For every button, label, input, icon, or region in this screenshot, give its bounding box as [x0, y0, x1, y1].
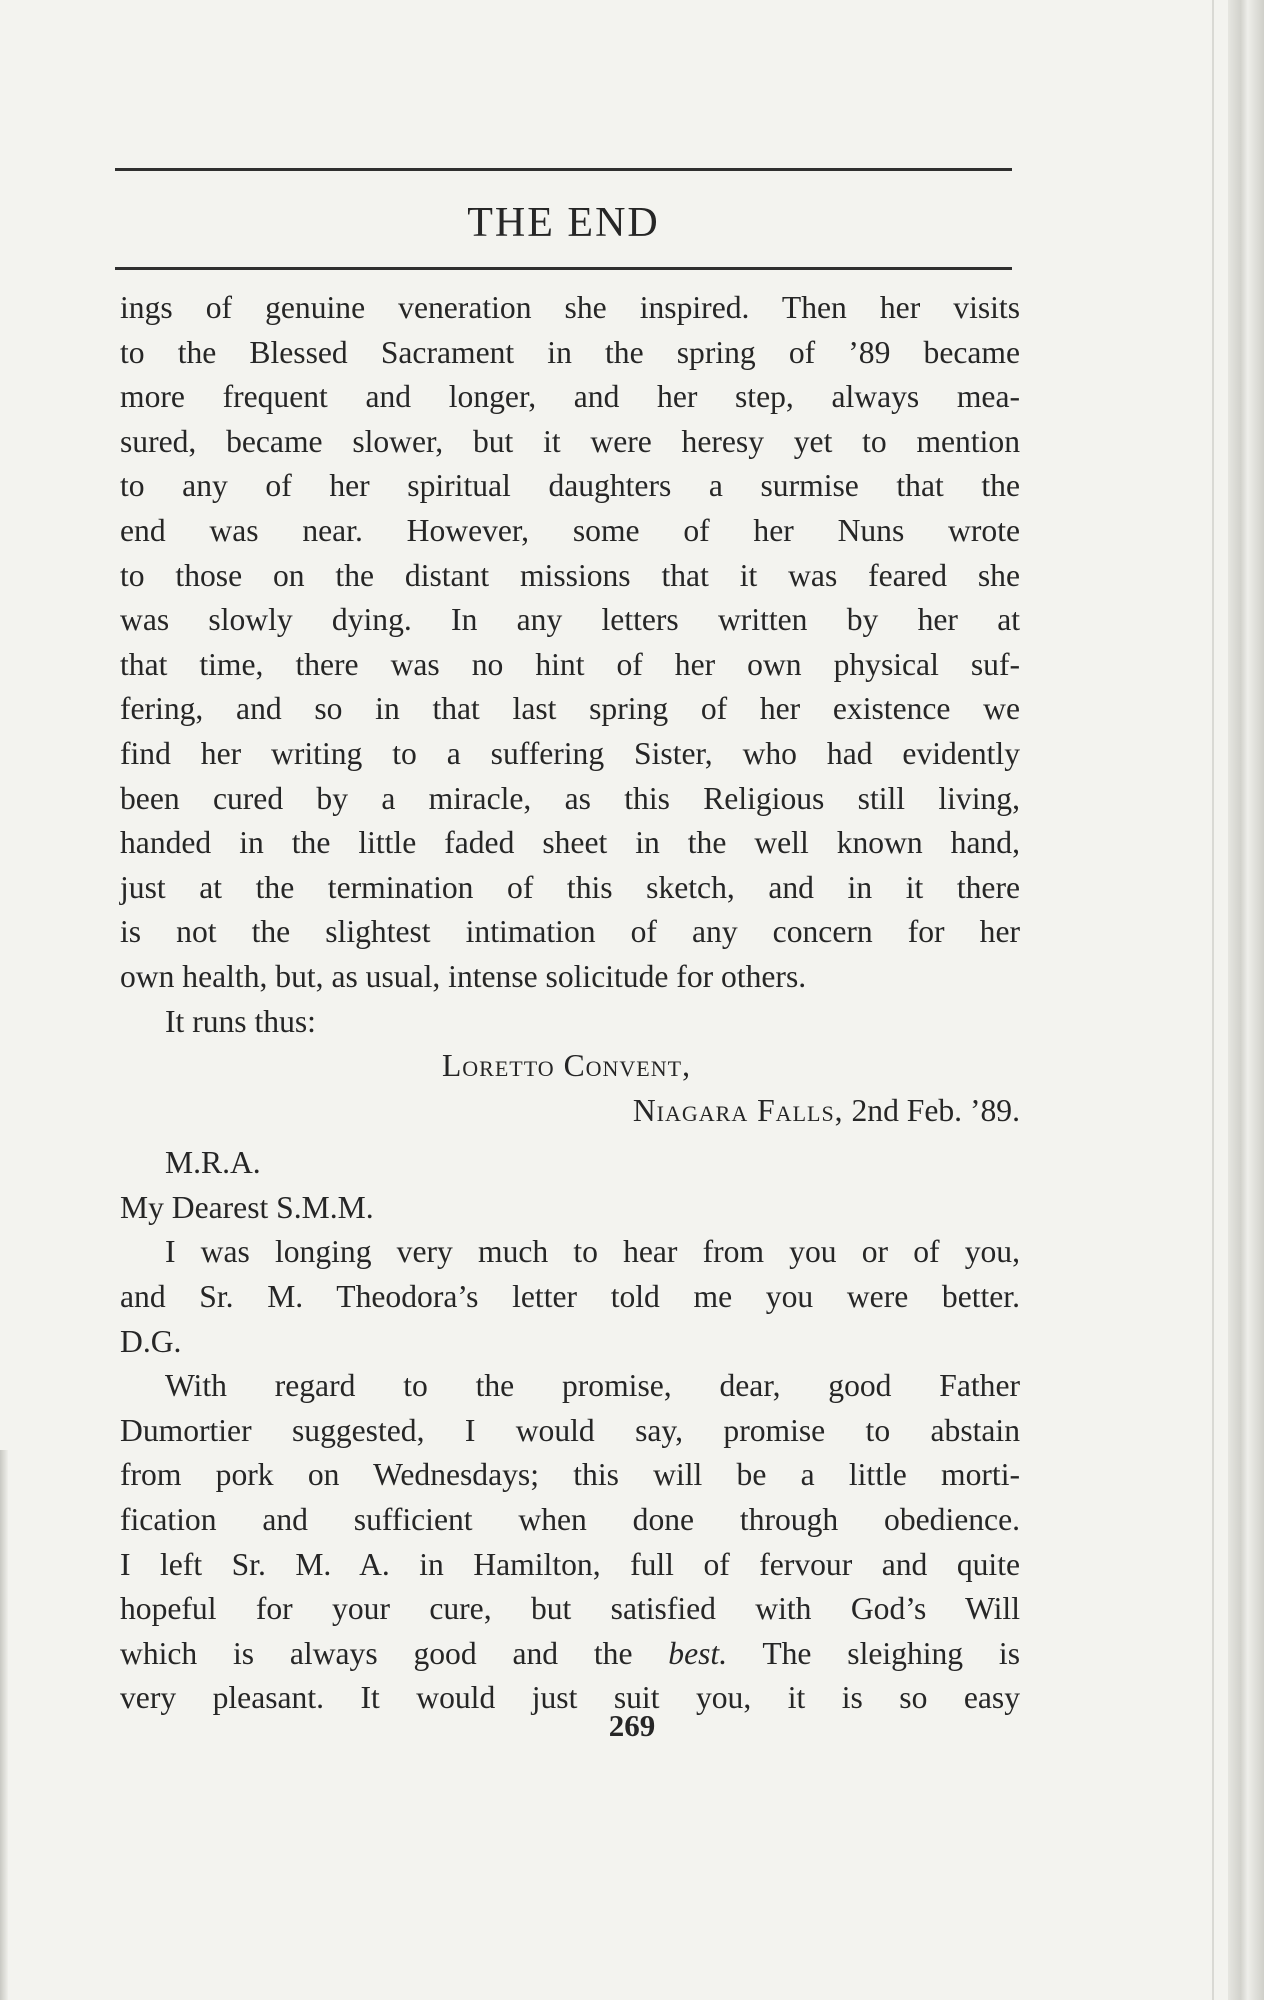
letter-initials: M.R.A. — [165, 1145, 261, 1181]
letter-address-line1: Loretto Convent, — [442, 1048, 691, 1084]
page-edge-line — [1212, 0, 1214, 2000]
body-line: sured, became slower, but it were heresy yet to mention — [120, 423, 1020, 459]
body-line: to those on the distant missions that it was feared she — [120, 557, 1020, 593]
running-head — [115, 168, 1012, 270]
intro-line: It runs thus: — [165, 1003, 316, 1039]
letter-address-line2 — [120, 1089, 1020, 1134]
body-text — [120, 286, 1020, 1721]
page-number: 269 — [608, 1708, 656, 1743]
letter-line: I was longing very much to hear from you or of you, — [165, 1234, 1020, 1270]
body-line: just at the termination of this sketch, and in it there — [120, 869, 1020, 905]
body-line: own health, but, as usual, intense solicitude for others. — [120, 958, 807, 994]
letter-salutation: My Dearest S.M.M. — [120, 1189, 374, 1225]
letter-line — [120, 1632, 1020, 1677]
letter-line: I left Sr. M. A. in Hamilton, full of fervour and quite — [120, 1546, 1020, 1582]
letter-date: 2nd Feb. ’89. — [851, 1092, 1020, 1128]
body-line: was slowly dying. In any letters written by her at — [120, 602, 1020, 638]
spacer — [120, 1133, 1020, 1141]
body-line: is not the slightest intimation of any concern for her — [120, 914, 1020, 950]
letter-line: Dumortier suggested, I would say, promise to abstain — [120, 1412, 1020, 1448]
letter-line: With regard to the promise, dear, good Father — [165, 1368, 1020, 1404]
body-line: end was near. However, some of her Nuns wrote — [120, 512, 1020, 548]
body-line: ings of genuine veneration she inspired. Then her visits — [120, 290, 1020, 325]
body-line: been cured by a miracle, as this Religious still living, — [120, 780, 1020, 816]
letter-line: D.G. — [120, 1323, 182, 1359]
top-rule — [115, 168, 1012, 171]
letter-place: Niagara Falls, — [632, 1092, 844, 1128]
letter-line: hopeful for your cure, but satisfied with God’s Will — [120, 1591, 1020, 1627]
letter-line: fication and sufficient when done through obedience. — [120, 1502, 1020, 1538]
letter-text: The sleighing is — [727, 1635, 1020, 1671]
body-line: fering, and so in that last spring of her existence we — [120, 691, 1020, 727]
body-line: to any of her spiritual daughters a surmise that the — [120, 468, 1020, 504]
letter-line: and Sr. M. Theodora’s letter told me you were better. — [120, 1279, 1020, 1315]
letter-line: from pork on Wednesdays; this will be a little morti- — [120, 1457, 1020, 1493]
letter-line: very pleasant. It would just suit you, it is so easy — [120, 1680, 1020, 1716]
body-line: more frequent and longer, and her step, always mea- — [120, 379, 1020, 415]
body-line: to the Blessed Sacrament in the spring of ’89 became — [120, 334, 1020, 370]
body-line: find her writing to a suffering Sister, who had evidently — [120, 735, 1020, 771]
bottom-rule — [115, 267, 1012, 270]
body-line: handed in the little faded sheet in the well known hand, — [120, 825, 1020, 861]
emphasis-best: best. — [668, 1635, 728, 1671]
page-edge-right — [1228, 0, 1264, 2000]
body-line: that time, there was no hint of her own physical suf- — [120, 646, 1020, 682]
page-title: THE END — [467, 200, 660, 246]
letter-text: which is always good and the — [120, 1635, 669, 1671]
